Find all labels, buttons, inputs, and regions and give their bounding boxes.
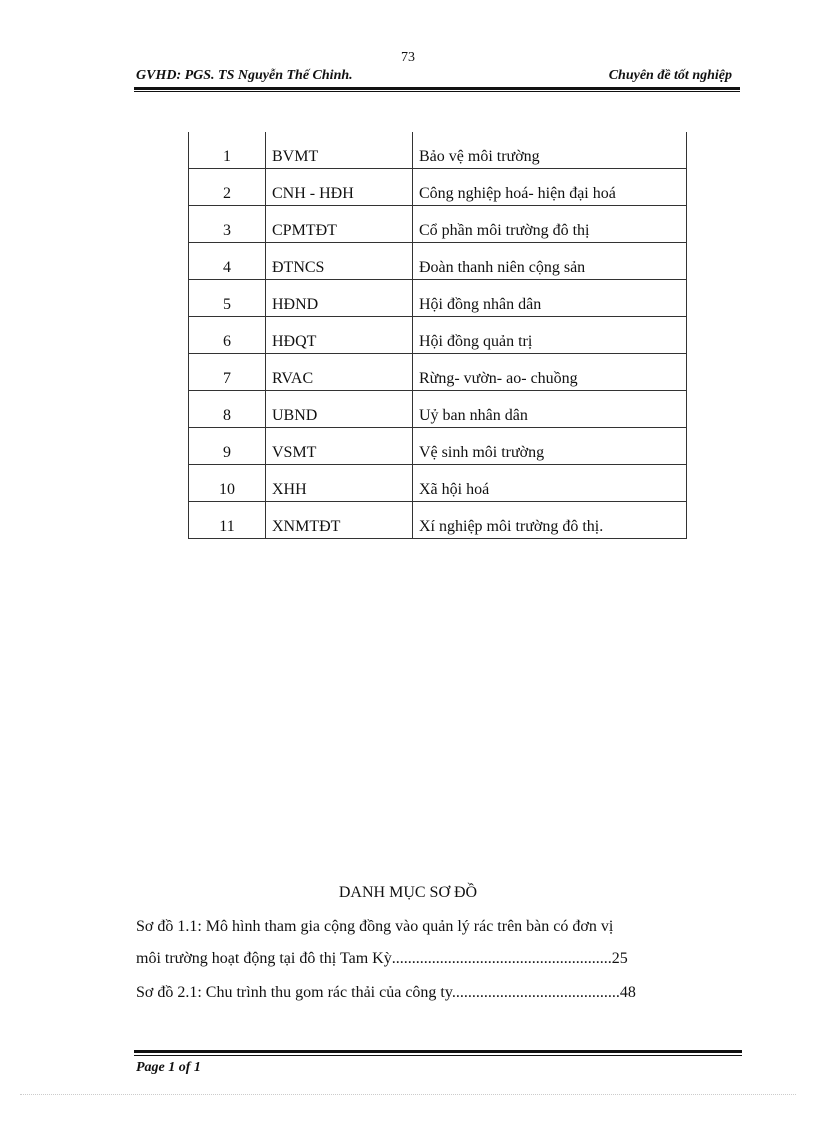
row-number: 9	[189, 428, 266, 465]
abbreviation-code: XHH	[266, 465, 413, 502]
abbreviation-meaning: Rừng- vườn- ao- chuồng	[413, 354, 687, 391]
table-row	[189, 502, 687, 539]
row-number: 5	[189, 280, 266, 317]
row-number: 2	[189, 169, 266, 206]
abbreviation-meaning: Cổ phần môi trường đô thị	[413, 206, 687, 243]
abbreviation-code: VSMT	[266, 428, 413, 465]
table-row	[189, 243, 687, 280]
abbreviation-meaning: Hội đồng quản trị	[413, 317, 687, 354]
abbreviation-code: HĐND	[266, 280, 413, 317]
abbreviation-meaning: Đoàn thanh niên cộng sản	[413, 243, 687, 280]
table-row	[189, 280, 687, 317]
header-thesis-title: Chuyên đề tốt nghiệp	[608, 68, 732, 83]
abbreviation-meaning: Bảo vệ môi trường	[413, 132, 687, 169]
header-rule-thick	[134, 87, 740, 90]
row-number: 10	[189, 465, 266, 502]
abbreviation-code: ĐTNCS	[266, 243, 413, 280]
toc-entry-1-line1: Sơ đồ 1.1: Mô hình tham gia cộng đồng vào quản lý rác trên bàn có đơn vị	[136, 918, 614, 935]
abbreviation-code: CPMTĐT	[266, 206, 413, 243]
table-row	[189, 206, 687, 243]
footer-page-label: Page 1 of 1	[136, 1060, 201, 1075]
toc-entry-2: Sơ đồ 2.1: Chu trình thu gom rác thải của công ty..........................................48	[136, 984, 636, 1001]
table-row	[189, 354, 687, 391]
table-row	[189, 169, 687, 206]
page-number: 73	[401, 50, 415, 65]
abbreviation-code: UBND	[266, 391, 413, 428]
abbreviation-meaning: Hội đồng nhân dân	[413, 280, 687, 317]
row-number: 8	[189, 391, 266, 428]
table-row	[189, 465, 687, 502]
table-row	[189, 132, 687, 169]
abbreviation-meaning: Công nghiệp hoá- hiện đại hoá	[413, 169, 687, 206]
abbreviation-meaning: Xí nghiệp môi trường đô thị.	[413, 502, 687, 539]
abbreviation-meaning: Xã hội hoá	[413, 465, 687, 502]
abbreviation-code: XNMTĐT	[266, 502, 413, 539]
row-number: 4	[189, 243, 266, 280]
footer-rule-thick	[134, 1050, 742, 1053]
page-bottom-dotted-line	[20, 1094, 796, 1095]
abbreviation-code: BVMT	[266, 132, 413, 169]
abbreviation-meaning: Vệ sinh môi trường	[413, 428, 687, 465]
abbreviation-code: RVAC	[266, 354, 413, 391]
abbreviation-meaning: Uỷ ban nhân dân	[413, 391, 687, 428]
diagram-list-title: DANH MỤC SƠ ĐỒ	[338, 884, 478, 901]
table-row	[189, 428, 687, 465]
row-number: 7	[189, 354, 266, 391]
abbreviation-table	[188, 132, 687, 539]
header-advisor: GVHD: PGS. TS Nguyễn Thế Chinh.	[136, 68, 353, 83]
row-number: 6	[189, 317, 266, 354]
row-number: 3	[189, 206, 266, 243]
row-number: 1	[189, 132, 266, 169]
table-row	[189, 317, 687, 354]
row-number: 11	[189, 502, 266, 539]
abbreviation-code: HĐQT	[266, 317, 413, 354]
abbreviation-code: CNH - HĐH	[266, 169, 413, 206]
header-rule-thin	[134, 91, 740, 92]
toc-entry-1-line2: môi trường hoạt động tại đô thị Tam Kỳ.......................................................25	[136, 950, 628, 967]
table-row	[189, 391, 687, 428]
footer-rule-thin	[134, 1055, 742, 1056]
